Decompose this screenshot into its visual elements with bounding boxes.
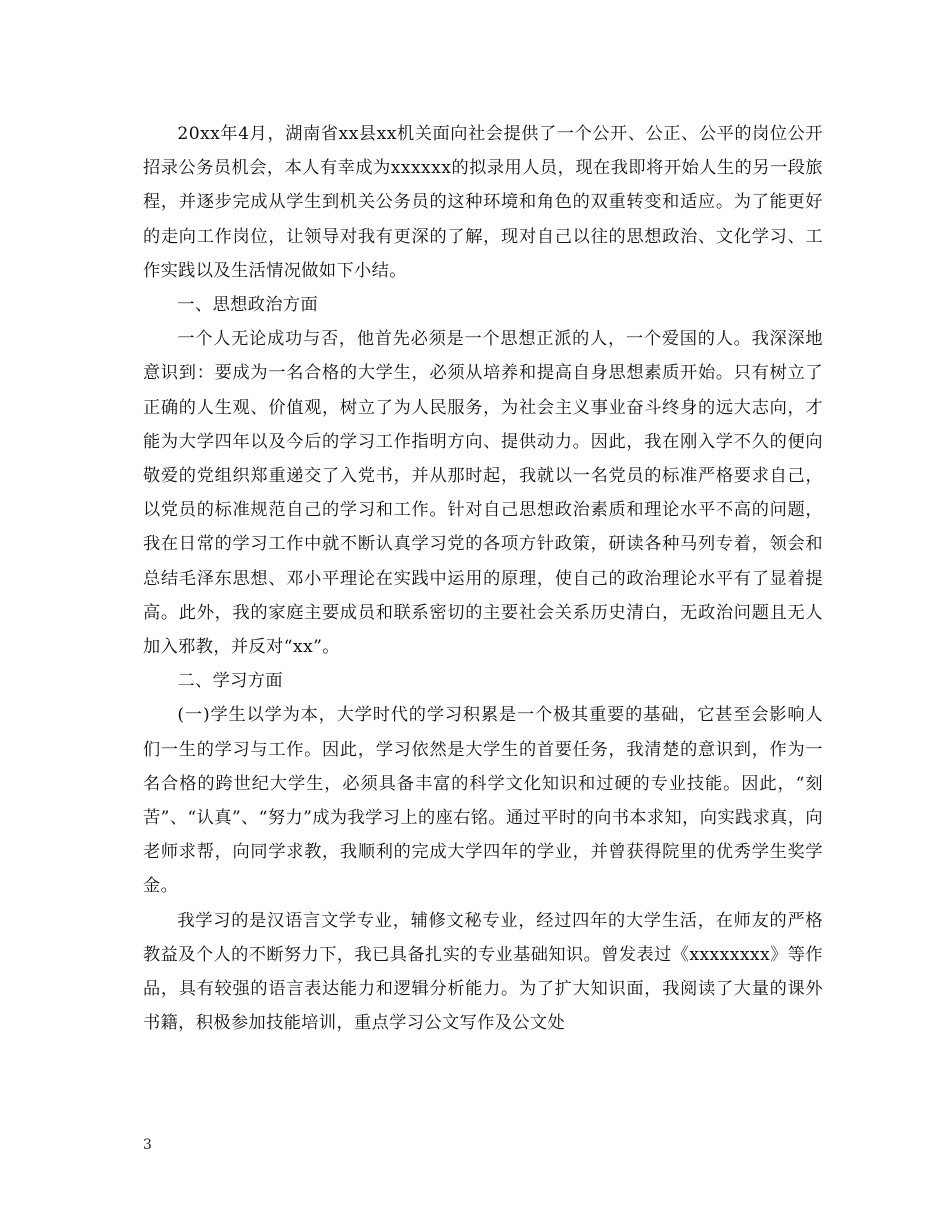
intro-paragraph: 20xx年4月，湖南省xx县xx机关面向社会提供了一个公开、公正、公平的岗位公开招录公务员机会，本人有幸成为xxxxxx的拟录用人员，现在我即将开始人生的另一段旅程，并逐步完成从学生到机关公务员的这种环境和角色的双重转变和适应。为了能更好的走向工作岗位，让领导对我有更深的了解，现对自己以往的思想政治、文化学习、工作实践以及生活情况做如下小结。 bbox=[143, 124, 823, 281]
study-paragraph-1: (一)学生以学为本，大学时代的学习积累是一个极其重要的基础，它甚至会影响人们一生的学习与工作。因此，学习依然是大学生的首要任务，我清楚的意识到，作为一名合格的跨世纪大学生，必须具备丰富的科学文化知识和过硬的专业技能。因此，“刻苦”、“认真”、“努力”成为我学习上的座右铭。通过平时的向书本求知，向实践求真，向老师求帮，向同学求教，我顺利的完成大学四年的学业，并曾获得院里的优秀学生奖学金。 bbox=[143, 705, 823, 897]
page-number: 3 bbox=[143, 1137, 152, 1153]
section-heading-politics: 一、思想政治方面 bbox=[177, 295, 319, 316]
document-body bbox=[143, 117, 823, 1040]
study-paragraph-2: 我学习的是汉语言文学专业，辅修文秘专业，经过四年的大学生活，在师友的严格教益及个人的不断努力下，我已具备扎实的专业基础知识。曾发表过《xxxxxxxx》等作品，具有较强的语言表达能力和逻辑分析能力。为了扩大知识面，我阅读了大量的课外书籍，积极参加技能培训，重点学习公文写作及公文处 bbox=[143, 910, 823, 1034]
section-heading-study: 二、学习方面 bbox=[177, 671, 283, 692]
politics-paragraph: 一个人无论成功与否，他首先必须是一个思想正派的人，一个爱国的人。我深深地意识到：要成为一名合格的大学生，必须从培养和提高自身思想素质开始。只有树立了正确的人生观、价值观，树立了为人民服务，为社会主义事业奋斗终身的远大志向，才能为大学四年以及今后的学习工作指明方向、提供动力。因此，我在刚入学不久的便向敬爱的党组织郑重递交了入党书，并从那时起，我就以一名党员的标准严格要求自己，以党员的标准规范自己的学习和工作。针对自己思想政治素质和理论水平不高的问题，我在日常的学习工作中就不断认真学习党的各项方针政策，研读各种马列专着，领会和总结毛泽东思想、邓小平理论在实践中运用的原理，使自己的政治理论水平有了显着提高。此外，我的家庭主要成员和联系密切的主要社会关系历史清白，无政治问题且无人加入邪教，并反对“xx”。 bbox=[143, 329, 823, 658]
